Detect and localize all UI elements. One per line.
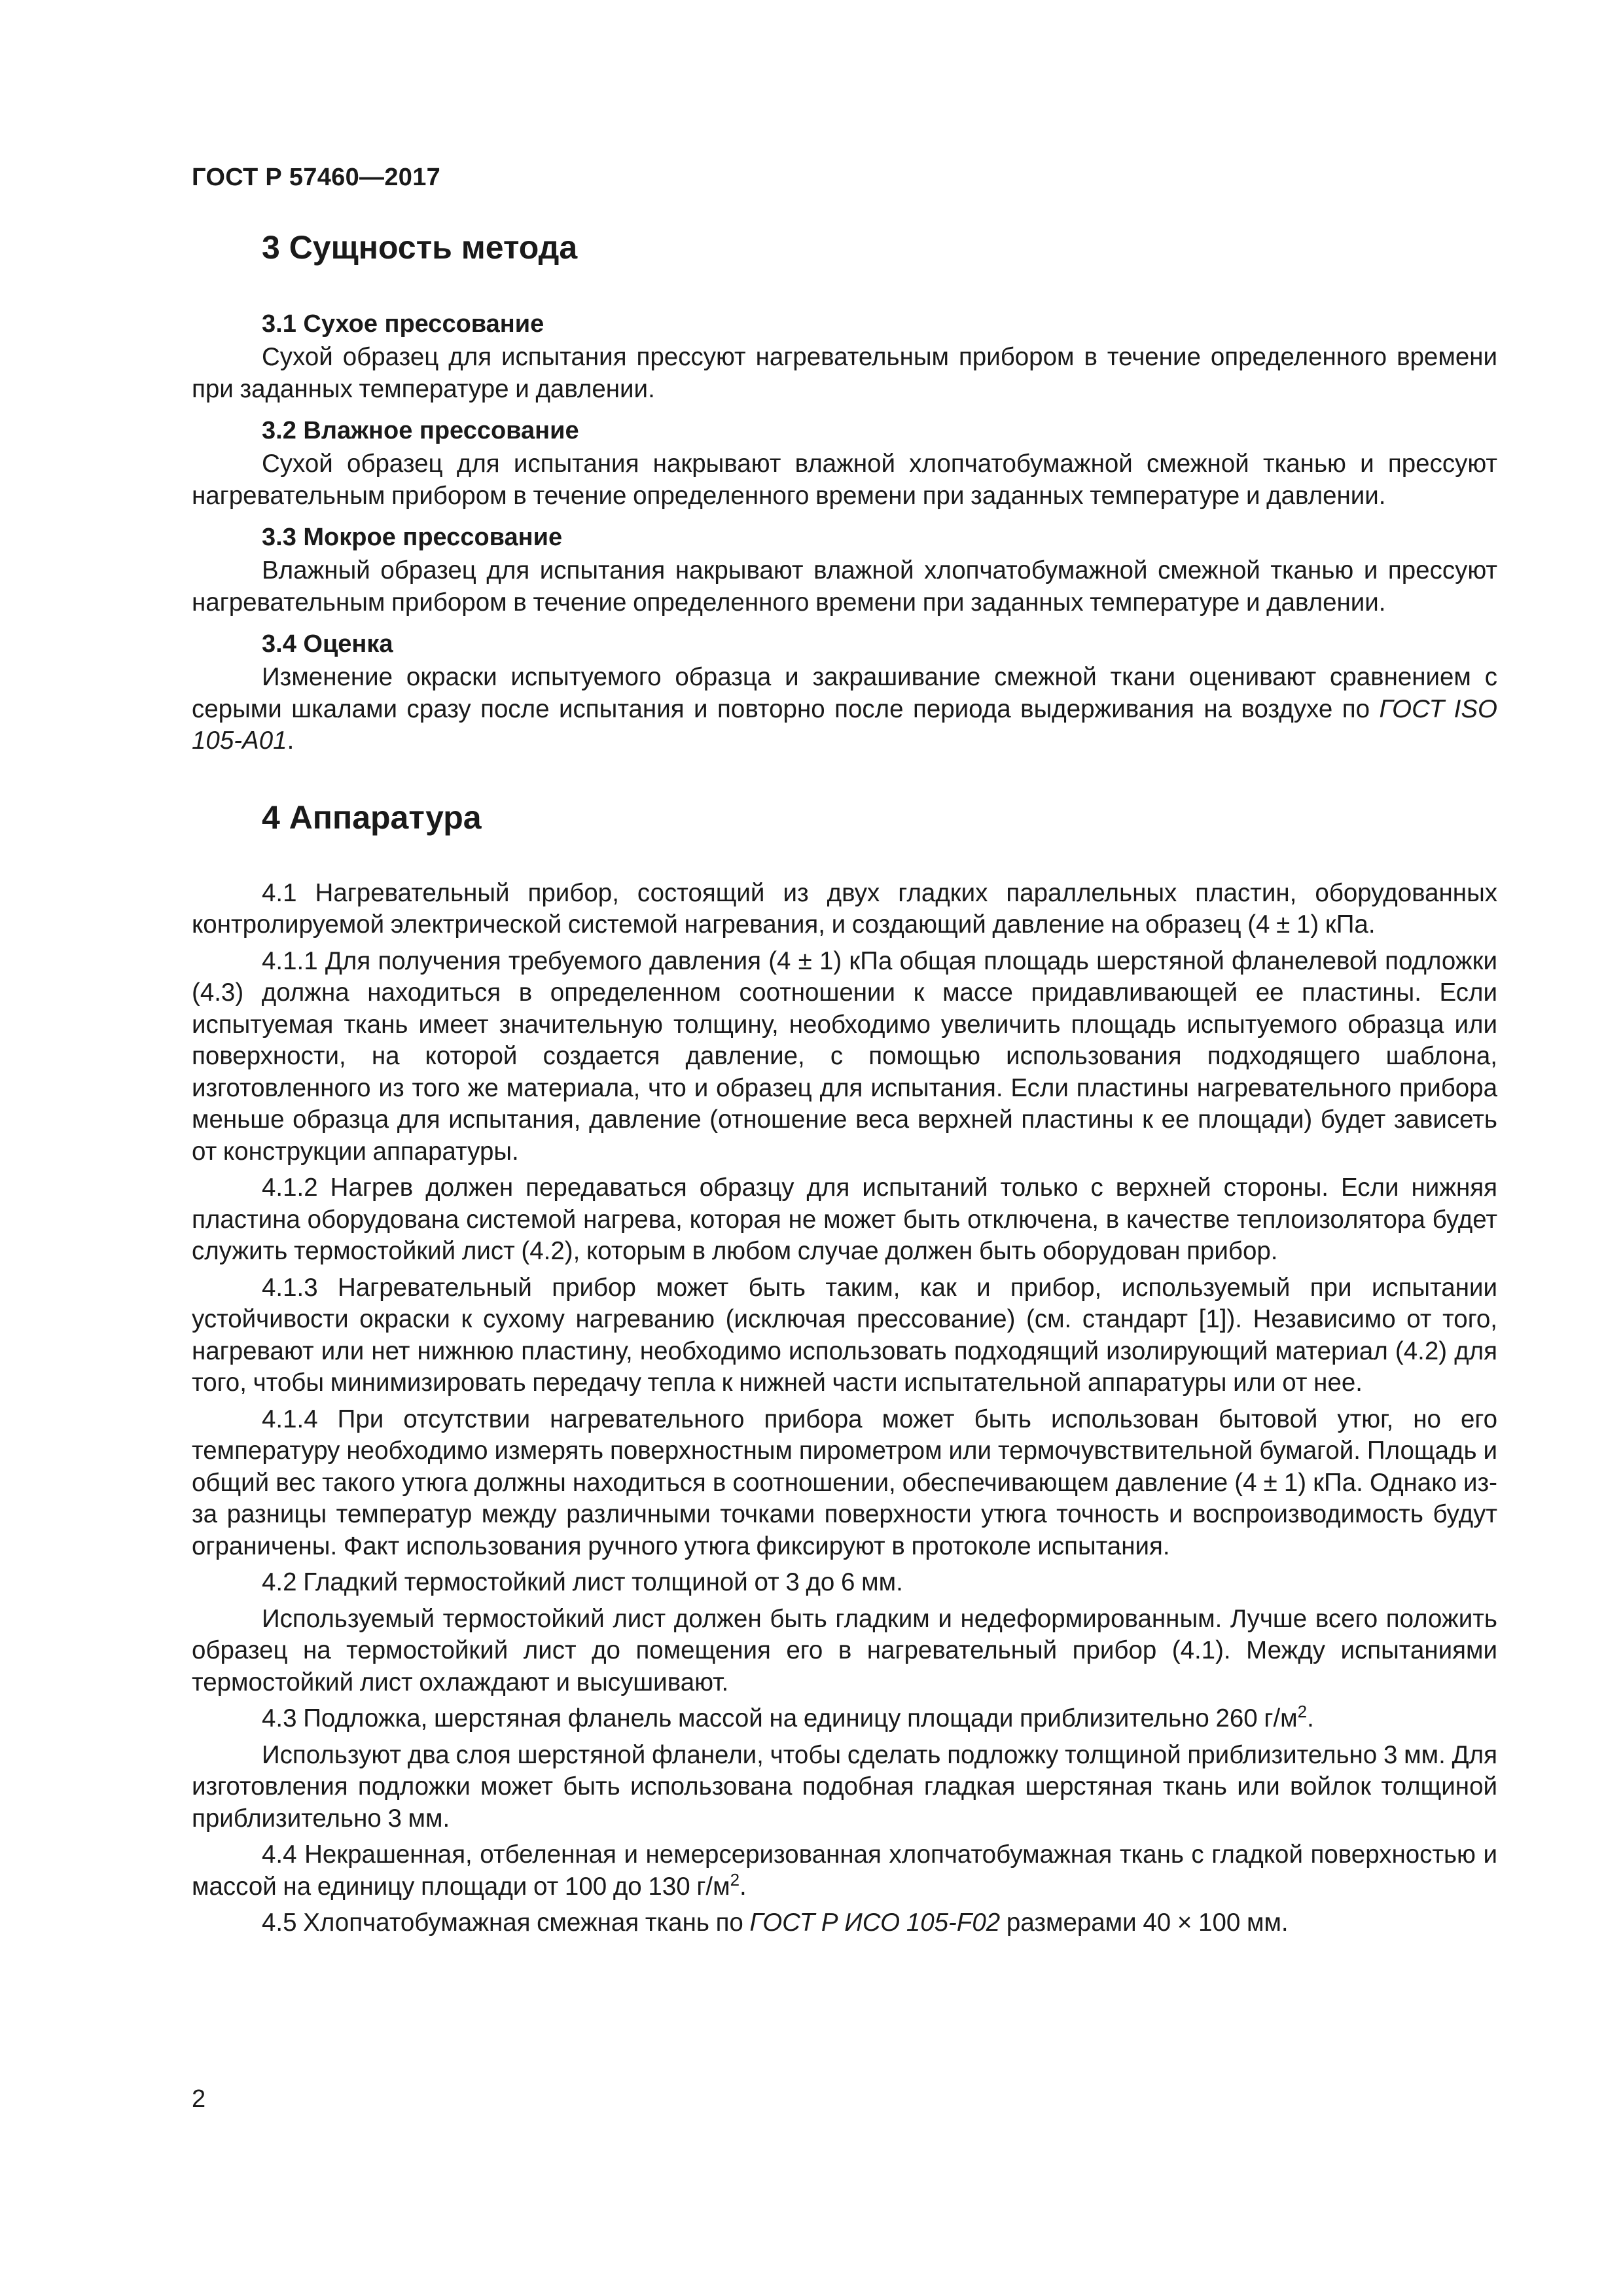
- clause-4-1-1: 4.1.1 Для получения требуемого давления (4 ± 1) кПа общая площадь шерстяной фланелевой подложки (4.3) должна находиться в определенном соотношении к массе придавливающей ее пластины. Если испытуемая ткань имеет значительную толщину, необходимо увеличить площадь испытуемого образца или поверхности, на которой создается давление, с помощью использования подходящего шаблона, изготовленного из того же материала, что и образец для испытания. Если пластины нагревательного прибора меньше образца для испытания, давление (отношение веса верхней пластины к ее площади) будет зависеть от конструкции аппаратуры.: [192, 946, 1497, 1166]
- clause-4-5-text-a: 4.5 Хлопчатобумажная смежная ткань по: [262, 1909, 750, 1937]
- subsection-3-4-end: .: [287, 726, 294, 755]
- subsection-3-4-body: Изменение окраски испытуемого образца и закрашивание смежной ткани оценивают сравнением с серыми шкалами сразу после испытания и повторно после периода выдерживания на воздухе по: [192, 663, 1497, 723]
- section-4-heading: 4 Аппаратура: [262, 798, 482, 836]
- clause-4-1-2: 4.1.2 Нагрев должен передаваться образцу для испытаний только с верхней стороны. Если нижняя пластина оборудована системой нагрева, которая не может быть отключена, в качестве теплоизолятора будет служить термостойкий лист (4.2), которым в любом случае должен быть оборудован прибор.: [192, 1174, 1497, 1265]
- clause-4-3: [192, 1703, 1497, 1735]
- clause-4-1-4: 4.1.4 При отсутствии нагревательного прибора может быть использован бытовой утюг, но его температуру необходимо измерять поверхностным пирометром или термочувствительной бумагой. Площадь и общий вес такого утюга должны находиться в соотношении, обеспечивающем давление (4 ± 1) кПа. Однако из-за разницы температур между различными точками поверхности утюга точность и воспроизводимость будут ограничены. Факт использования ручного утюга фиксируют в протоколе испытания.: [192, 1405, 1497, 1560]
- page-content: [192, 228, 1497, 1944]
- subsection-3-4-text: [192, 662, 1497, 757]
- subsection-3-3-heading: 3.3 Мокрое прессование: [262, 524, 563, 551]
- clause-4-5: [192, 1907, 1497, 1939]
- clause-4-3-end: .: [1307, 1704, 1314, 1732]
- clause-4-4-end: .: [740, 1872, 747, 1901]
- subsection-3-4-heading: 3.4 Оценка: [262, 630, 393, 658]
- page-number: 2: [192, 2085, 206, 2113]
- clause-4-4: [192, 1839, 1497, 1903]
- clause-4-1-3: 4.1.3 Нагревательный прибор может быть таким, как и прибор, используемый при испытании устойчивости окраски к сухому нагреванию (исключая прессование) (см. стандарт [1]). Независимо от того, нагревают или нет нижнюю пластину, необходимо использовать подходящий изолирующий материал (4.2) для того, чтобы минимизировать передачу тепла к нижней части испытательной аппаратуры или от нее.: [192, 1273, 1497, 1397]
- clause-4-2: 4.2 Гладкий термостойкий лист толщиной от 3 до 6 мм.: [262, 1568, 903, 1596]
- clause-4-3-description: Используют два слоя шерстяной фланели, чтобы сделать подложку толщиной приблизительно 3 мм. Для изготовления подложки может быть использована подобная гладкая шерстяная ткань или войлок толщиной приблизительно 3 мм.: [192, 1740, 1497, 1833]
- clause-4-3-text: 4.3 Подложка, шерстяная фланель массой на единицу площади приблизительно 260 г/м: [262, 1704, 1298, 1732]
- clause-4-4-superscript: 2: [730, 1869, 740, 1890]
- subsection-3-2-text: Сухой образец для испытания накрывают влажной хлопчатобумажной смежной тканью и прессуют нагревательным прибором в течение определенного времени при заданных температуре и давлении.: [192, 450, 1497, 510]
- clause-4-3-superscript: 2: [1297, 1702, 1308, 1721]
- reference-gost-r-iso-105-f02: ГОСТ Р ИСО 105-F02: [749, 1909, 1001, 1937]
- subsection-3-2-heading: 3.2 Влажное прессование: [262, 417, 579, 444]
- subsection-3-1-heading: 3.1 Сухое прессование: [262, 310, 544, 338]
- section-3-heading: 3 Сущность метода: [262, 229, 578, 266]
- clause-4-2-description: Используемый термостойкий лист должен быть гладким и недеформированным. Лучше всего положить образец на термостойкий лист до помещения его в нагревательный прибор (4.1). Между испытаниями термостойкий лист охлаждают и высушивают.: [192, 1604, 1497, 1696]
- subsection-3-3-text: Влажный образец для испытания накрывают влажной хлопчатобумажной смежной тканью и прессуют нагревательным прибором в течение определенного времени при заданных температуре и давлении.: [192, 556, 1497, 617]
- subsection-3-1-text: Сухой образец для испытания прессуют нагревательным прибором в течение определенного времени при заданных температуре и давлении.: [192, 343, 1497, 403]
- clause-4-4-text: 4.4 Некрашенная, отбеленная и немерсеризованная хлопчатобумажная ткань с гладкой поверхностью и массой на единицу площади от 100 до 130 г/м: [192, 1840, 1497, 1901]
- clause-4-1: 4.1 Нагревательный прибор, состоящий из двух гладких параллельных пластин, оборудованных контролируемой электрической системой нагревания, и создающий давление на образец (4 ± 1) кПа.: [192, 878, 1497, 939]
- standard-id-header: ГОСТ Р 57460—2017: [192, 164, 441, 191]
- clause-4-5-text-b: размерами 40 × 100 мм.: [1000, 1909, 1289, 1937]
- reference-gost-iso-105-a01: ГОСТ ISO 105-A01: [192, 694, 1497, 755]
